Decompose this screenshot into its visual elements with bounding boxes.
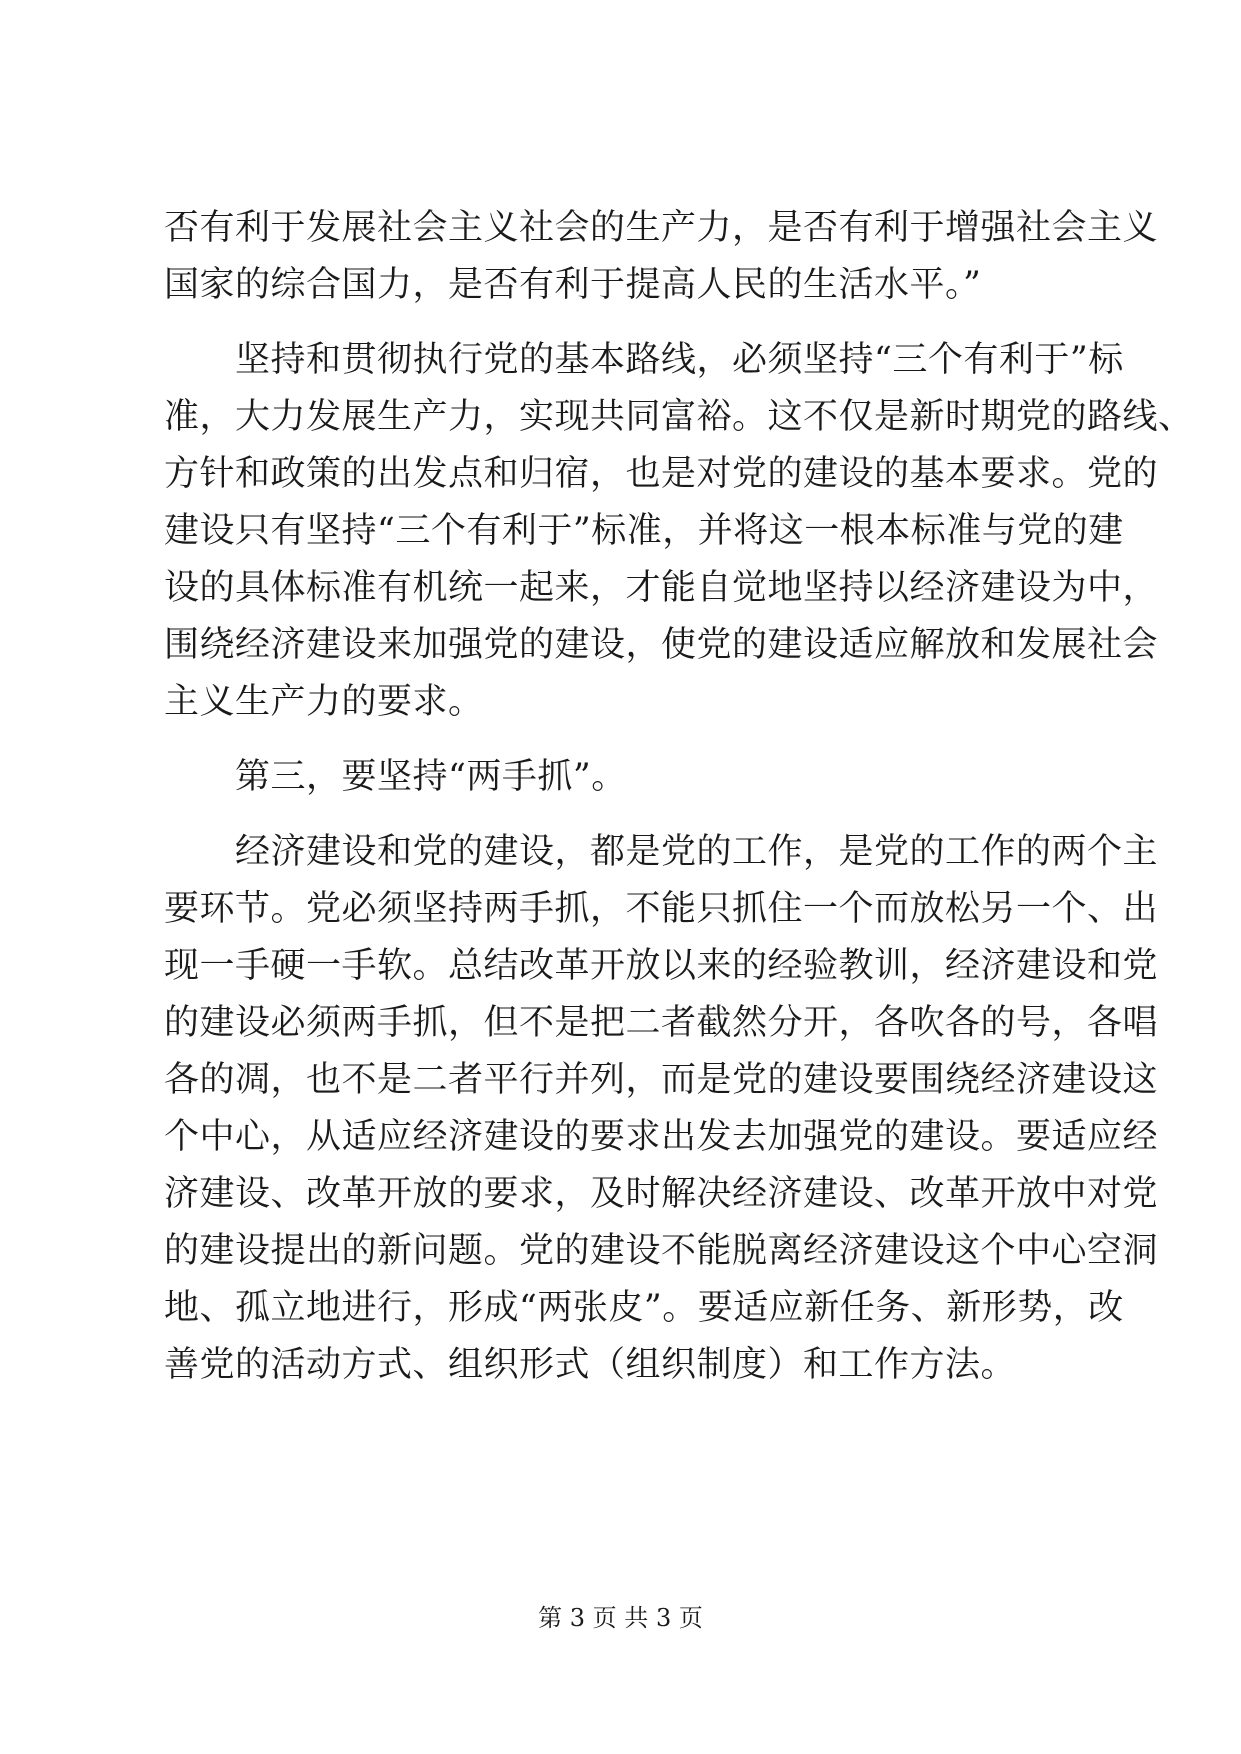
text-line: 要环节。党必须坚持两手抓，不能只抓住一个而放松另一个、出 bbox=[164, 889, 1159, 929]
text-line: 设的具体标准有机统一起来，才能自觉地坚持以经济建设为中， bbox=[164, 568, 1159, 608]
page-number-footer: 第 3 页 共 3 页 bbox=[538, 1604, 703, 1632]
text-line: 主义生产力的要求。 bbox=[164, 682, 484, 722]
text-line: 各的凋，也不是二者平行并列，而是党的建设要围绕经济建设这 bbox=[164, 1060, 1159, 1100]
text-line: 的建设必须两手抓，但不是把二者截然分开，各吹各的号，各唱 bbox=[164, 1003, 1159, 1043]
text-line: 方针和政策的出发点和归宿，也是对党的建设的基本要求。党的 bbox=[164, 454, 1159, 494]
text-line: 国家的综合国力，是否有利于提高人民的生活水平。” bbox=[164, 265, 982, 305]
text-line: 个中心，从适应经济建设的要求出发去加强党的建设。要适应经 bbox=[164, 1117, 1159, 1157]
text-line: 建设只有坚持“三个有利于”标准，并将这一根本标准与党的建 bbox=[164, 511, 1124, 551]
section-heading: 第三，要坚持“两手抓”。 bbox=[164, 757, 627, 797]
text-line: 现一手硬一手软。总结改革开放以来的经验教训，经济建设和党 bbox=[164, 946, 1159, 986]
text-line: 经济建设和党的建设，都是党的工作，是党的工作的两个主 bbox=[164, 832, 1159, 872]
text-line: 善党的活动方式、组织形式（组织制度）和工作方法。 bbox=[164, 1345, 1017, 1385]
text-line: 地、孤立地进行，形成“两张皮”。要适应新任务、新形势，改 bbox=[164, 1288, 1124, 1328]
text-line: 坚持和贯彻执行党的基本路线，必须坚持“三个有利于”标 bbox=[164, 340, 1124, 380]
text-line: 围绕经济建设来加强党的建设，使党的建设适应解放和发展社会 bbox=[164, 625, 1159, 665]
text-line: 的建设提出的新问题。党的建设不能脱离经济建设这个中心空洞 bbox=[164, 1231, 1159, 1271]
text-line: 否有利于发展社会主义社会的生产力，是否有利于增强社会主义 bbox=[164, 208, 1159, 248]
text-line: 准，大力发展生产力，实现共同富裕。这不仅是新时期党的路线、 bbox=[164, 397, 1194, 437]
text-line: 济建设、改革开放的要求，及时解决经济建设、改革开放中对党 bbox=[164, 1174, 1159, 1214]
